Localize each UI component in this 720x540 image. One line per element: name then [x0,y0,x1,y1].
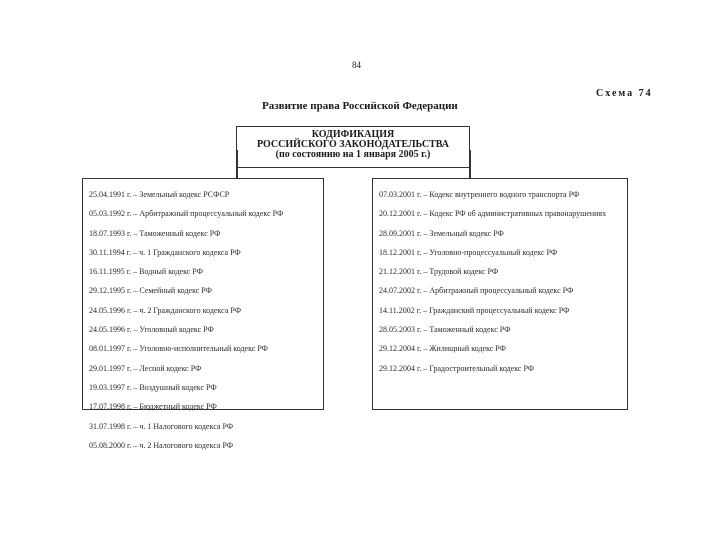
right-codes-list [373,179,627,378]
code-list-item: 16.11.1995 г. – Водный кодекс РФ [89,267,203,277]
connector-right-vertical [469,150,471,178]
code-list-item: 19.03.1997 г. – Воздушный кодекс РФ [89,382,217,392]
code-list-item: 05.08.2000 г. – ч. 2 Налогового кодекса РФ [89,440,234,450]
code-list-item: 30.11.1994 г. – ч. 1 Гражданского кодекса РФ [89,247,241,257]
code-list-item: 25.04.1991 г. – Земельный кодекс РСФСР [89,190,230,199]
code-list-item: 18.12.2001 г. – Уголовно-процессуальный кодекс РФ [379,247,558,257]
code-list-item: 24.05.1996 г. – ч. 2 Гражданского кодекса РФ [89,305,242,315]
code-list-item: 24.07.2002 г. – Арбитражный процессуальный кодекс РФ [379,286,574,296]
code-list-item: 28.09.2001 г. – Земельный кодекс РФ [379,228,504,238]
left-codes-list [83,179,323,455]
code-list-item: 20.12.2001 г. – Кодекс РФ об административных правонарушениях [379,209,607,219]
code-list-item: 29.12.1995 г. – Семейный кодекс РФ [89,286,212,296]
page-title: Развитие права Российской Федерации [262,100,458,112]
page-number: 84 [352,60,361,70]
code-list-item: 31.07.1998 г. – ч. 1 Налогового кодекса РФ [89,421,234,431]
code-list-item: 17.07.1998 г. – Бюджетный кодекс РФ [89,402,217,412]
code-list-item: 08.01.1997 г. – Уголовно-исполнительный кодекс РФ [89,344,268,354]
connector-left-vertical [236,150,238,178]
code-list-item: 29.12.2004 г. – Градостроительный кодекс РФ [379,363,535,373]
code-list-item: 28.05.2003 г. – Таможенный кодекс РФ [379,325,511,335]
code-list-item: 29.01.1997 г. – Лесной кодекс РФ [89,363,202,373]
code-list-item: 14.11.2002 г. – Гражданский процессуальный кодекс РФ [379,305,570,315]
left-codes-column [82,178,324,450]
scheme-label: Схема 74 [596,88,653,99]
code-list-item: 18.07.1993 г. – Таможенный кодекс РФ [89,228,221,238]
codification-header-box [236,126,470,168]
code-list-item: 29.12.2004 г. – Жилищный кодекс РФ [379,344,506,354]
code-list-item: 05.03.1992 г. – Арбитражный процессуальный кодекс РФ [89,209,284,219]
right-codes-column [372,178,628,410]
code-list-item: 24.05.1996 г. – Уголовный кодекс РФ [89,325,214,335]
header-line-3: (по состоянию на 1 января 2005 г.) [275,149,431,160]
code-list-item: 07.03.2001 г. – Кодекс внутреннего водного транспорта РФ [379,190,580,199]
code-list-item: 21.12.2001 г. – Трудовой кодекс РФ [379,267,499,277]
header-line-1: КОДИФИКАЦИЯ [311,129,395,140]
header-line-2: РОССИЙСКОГО ЗАКОНОДАТЕЛЬСТВА [256,139,450,150]
